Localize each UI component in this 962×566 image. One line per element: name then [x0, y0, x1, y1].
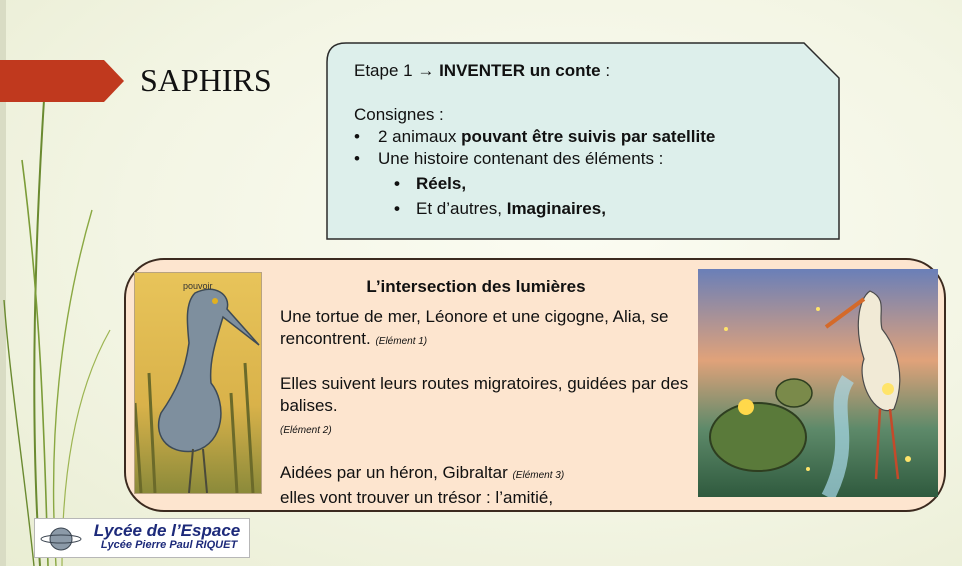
arrow-icon: → [417, 61, 435, 80]
list-item: • Une histoire contenant des éléments : [354, 148, 824, 170]
globe-icon [39, 525, 85, 553]
school-logo [34, 518, 250, 558]
story-title: L’intersection des lumières [366, 277, 586, 296]
consignes-box [326, 42, 840, 240]
story-paragraph: Aidées par un héron, Gibraltar (Elément 3) elles vont trouver un trésor : l’amitié, [280, 463, 565, 507]
list-item: • 2 animaux pouvant être suivis par satellite [354, 126, 824, 148]
logo-line1: Lycée de l’Espace [93, 521, 241, 540]
story-box [124, 258, 946, 512]
slide-title: SAPHIRS [140, 62, 272, 98]
step-prefix: Etape 1 [354, 61, 413, 80]
logo-line2: Lycée Pierre Paul RIQUET [100, 539, 238, 551]
tortoise-stork-image [698, 269, 938, 497]
consignes-list [354, 126, 824, 170]
step-bold: INVENTER un conte [439, 61, 601, 80]
story-paragraph: Une tortue de mer, Léonore et une cigogne, Alia, se rencontrent. (Elément 1) [280, 307, 669, 348]
heron-image [134, 272, 262, 494]
story-text [280, 306, 700, 509]
list-item: • Et d’autres, Imaginaires, [354, 198, 824, 220]
sub-list [354, 173, 824, 220]
heron-caption: pouvoir [183, 281, 213, 291]
consignes-heading: Consignes : [354, 105, 444, 124]
step-line [354, 60, 824, 82]
list-item: • Réels, [354, 173, 824, 195]
title-ribbon [0, 60, 124, 102]
step-suffix: : [600, 61, 611, 80]
story-paragraph: Elles suivent leurs routes migratoires, guidées par des balises. (Elément 2) [280, 374, 689, 436]
